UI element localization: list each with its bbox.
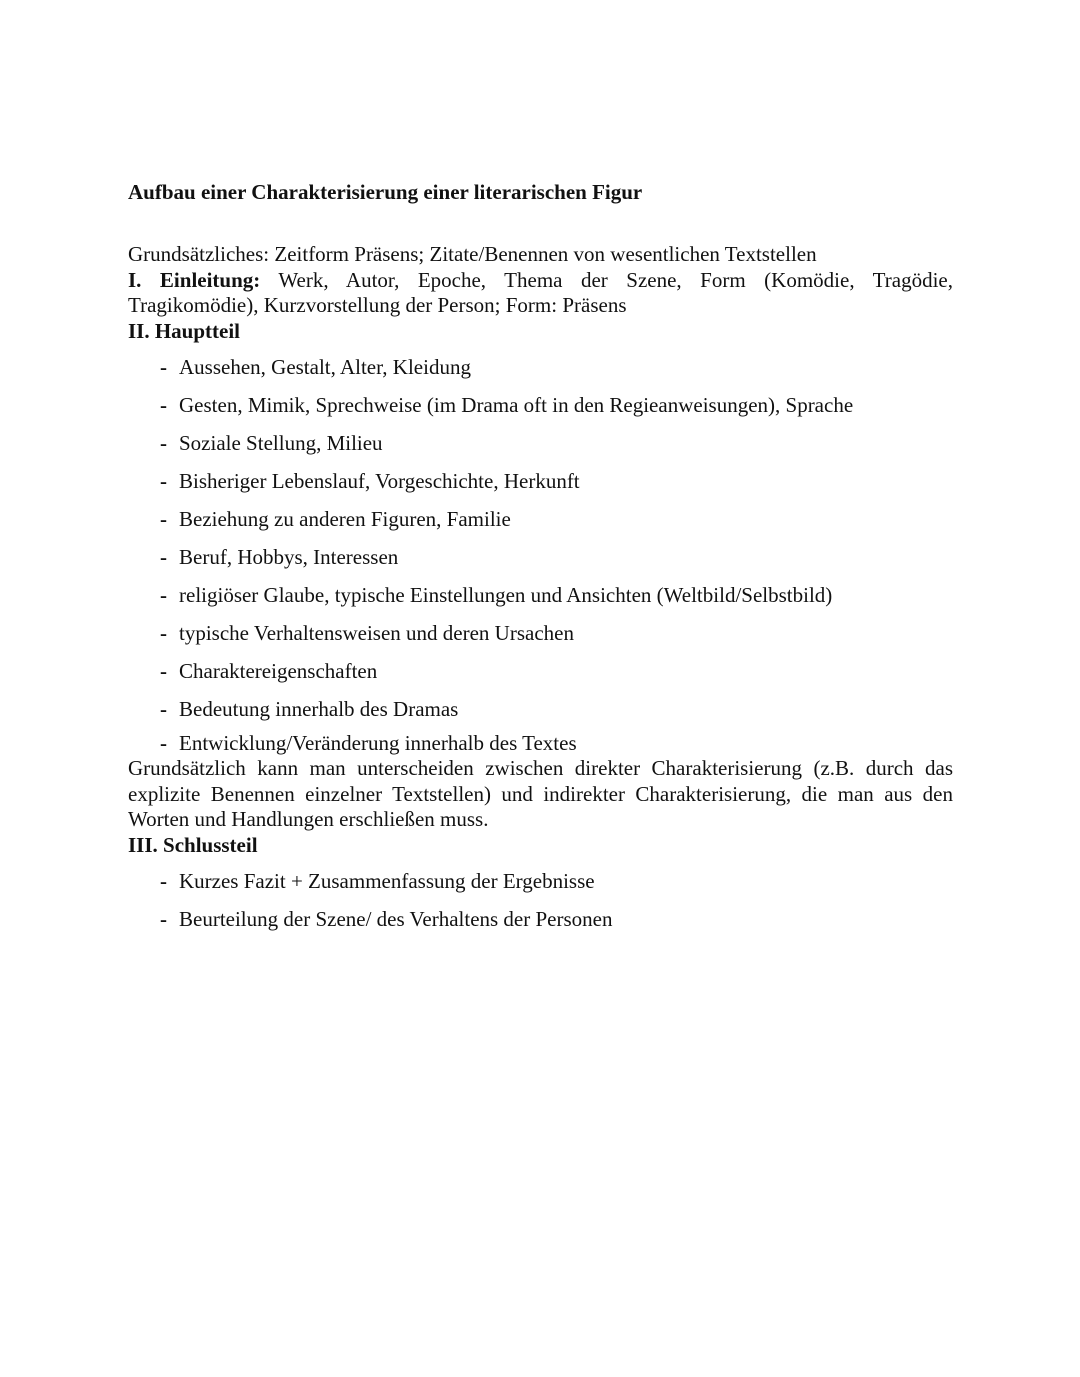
list-item: - Kurzes Fazit + Zusammenfassung der Ergebnisse (160, 869, 953, 894)
document-page (128, 178, 953, 932)
spacer (128, 206, 953, 242)
list-item: - Gesten, Mimik, Sprechweise (im Drama oft in den Regieanweisungen), Sprache (160, 393, 953, 418)
list-item: - Bisheriger Lebenslauf, Vorgeschichte, Herkunft (160, 469, 953, 494)
hauptteil-note: Grundsätzlich kann man unterscheiden zwischen direkter Charakterisierung (z.B. durch das explizite Benennen einzelner Textstellen) und indirekter Charakterisierung, die man aus den Worten und Handlungen erschließen muss. (128, 756, 953, 831)
section-hauptteil-heading: II. Hauptteil (128, 318, 241, 343)
list-item: - Charaktereigenschaften (160, 659, 953, 684)
list-item: - Beziehung zu anderen Figuren, Familie (160, 507, 953, 532)
list-item: - Aussehen, Gestalt, Alter, Kleidung (160, 355, 953, 380)
hauptteil-list (128, 355, 953, 756)
list-item: - typische Verhaltensweisen und deren Ursachen (160, 621, 953, 646)
schlussteil-list (128, 869, 953, 932)
list-item: - Beurteilung der Szene/ des Verhaltens der Personen (160, 907, 953, 932)
list-item: - Bedeutung innerhalb des Dramas (160, 697, 953, 722)
section-einleitung-text: Werk, Autor, Epoche, Thema der Szene, Form (Komödie, Tragödie, Tragikomödie), Kurzvorstellung der Person; Form: Präsens (128, 267, 953, 317)
section-einleitung-label: I. Einleitung: (128, 267, 261, 292)
page-title: Aufbau einer Charakterisierung einer literarischen Figur (128, 180, 643, 204)
list-item: - Entwicklung/Veränderung innerhalb des Textes (160, 731, 953, 756)
list-item: - Beruf, Hobbys, Interessen (160, 545, 953, 570)
list-item: - Soziale Stellung, Milieu (160, 431, 953, 456)
list-item: - religiöser Glaube, typische Einstellungen und Ansichten (Weltbild/Selbstbild) (160, 583, 953, 608)
intro-line: Grundsätzliches: Zeitform Präsens; Zitate/Benennen von wesentlichen Textstellen (128, 242, 817, 266)
section-schlussteil-heading: III. Schlussteil (128, 832, 258, 857)
section-einleitung (128, 268, 953, 319)
